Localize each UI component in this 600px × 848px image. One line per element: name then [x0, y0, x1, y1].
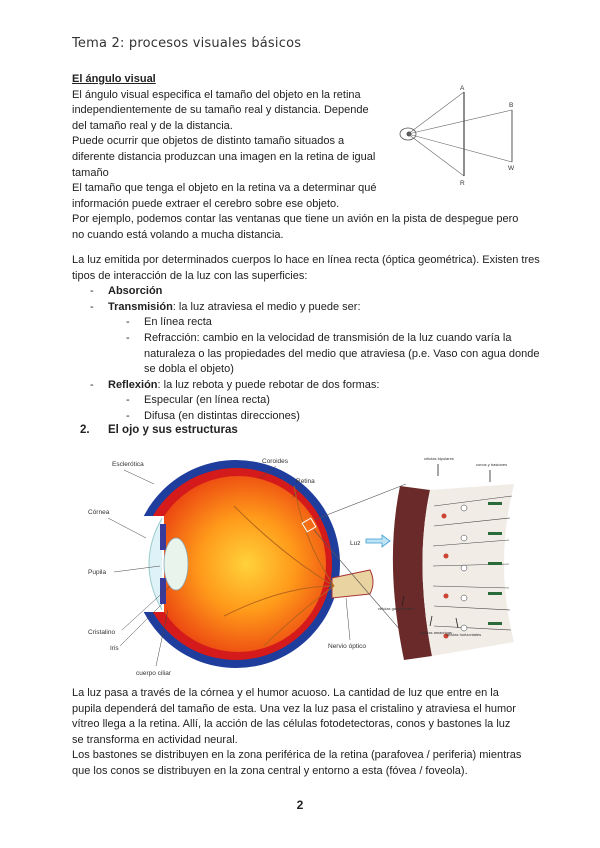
luz-list [72, 284, 542, 424]
list-item [72, 378, 542, 425]
eye-anatomy-figure [84, 446, 518, 678]
label-celulas-horizontales: células horizontales [446, 632, 482, 637]
para-line: La luz pasa a través de la córnea y el humor acuoso. La cantidad de luz que entre en la [72, 687, 499, 699]
luz-intro: La luz emitida por determinados cuerpos lo hace en línea recta (óptica geométrica). Existen tres tipos de interacción de la luz con las superficies: [72, 254, 540, 282]
lens [164, 538, 188, 590]
list-item [72, 284, 542, 300]
section-title: El ojo y sus estructuras [108, 424, 238, 436]
label-celulas-ganglionares: células ganglionares [378, 606, 415, 611]
para-line: se transforma en actividad neural. [72, 733, 238, 746]
label-iris: Iris [110, 645, 119, 652]
figure-label-w: W [508, 165, 515, 172]
label-nervio-optico: Nervio óptico [328, 643, 366, 650]
angulo-title: El ángulo visual [72, 73, 156, 85]
angulo-line: Puede ocurrir que objetos de distinto tamaño situados a [72, 135, 345, 148]
section-number: 2. [80, 424, 90, 436]
angulo-line: del tamaño real y de la distancia. [72, 119, 233, 132]
angulo-line: información puede extraer el cerebro sobre ese objeto. [72, 197, 340, 210]
page-number: 2 [296, 798, 304, 812]
para-line: vítreo llega a la retina. Allí, la acción de las células fotodetectoras, conos y bastones la luz [72, 718, 511, 731]
term-reflexion: Reflexión [108, 378, 158, 391]
sub-list-item: - Difusa (en distintas direcciones) [108, 409, 542, 425]
luz-section [72, 253, 542, 425]
figure-label-b: B [509, 102, 514, 109]
sub-list-item: - Especular (en línea recta) [108, 393, 542, 409]
label-celulas-amacrinas: células amacrinas [420, 630, 453, 635]
label-coroides: Coroides [262, 458, 289, 465]
term-transmision: Transmisión [108, 300, 173, 313]
angulo-line: no cuando está volando a mucha distancia. [72, 228, 284, 241]
sub-list [108, 393, 542, 424]
label-retina: Retina [296, 478, 315, 485]
sub-list-item: - En línea recta [108, 315, 542, 331]
angulo-line: diferente distancia produzcan una imagen en la retina de igual [72, 150, 376, 163]
list-item [72, 300, 542, 378]
angulo-line: El ángulo visual especifica el tamaño del objeto en la retina [72, 88, 361, 101]
label-celulas-bipolares: células bipolares [424, 456, 454, 461]
para-line: Los bastones se distribuyen en la zona periférica de la retina (parafovea / periferia) mientras [72, 749, 522, 762]
light-arrow-icon [366, 535, 390, 547]
sub-list [108, 315, 542, 377]
page-header: Tema 2: procesos visuales básicos [72, 36, 302, 51]
ojo-paragraph [72, 686, 534, 780]
label-cornea: Córnea [88, 509, 110, 516]
section-heading [80, 424, 238, 436]
angulo-line: independientemente de su tamaño real y distancia. Depende [72, 104, 369, 117]
term-absorcion: Absorción [108, 285, 163, 298]
figure-label-r: R [460, 180, 465, 187]
label-cristalino: Cristalino [88, 629, 116, 636]
term-rest: : la luz rebota y puede rebotar de dos formas: [157, 378, 380, 391]
term-rest: : la luz atraviesa el medio y puede ser: [172, 300, 361, 313]
label-esclerotica: Esclerótica [112, 461, 144, 468]
para-line: que los conos se distribuyen en la zona central y entorno a esta (fóvea / foveola). [72, 764, 468, 777]
visual-angle-figure [394, 84, 524, 194]
angulo-line: El tamaño que tenga el objeto en la retina va a determinar qué [72, 182, 377, 195]
label-pupila: Pupila [88, 569, 107, 576]
label-luz: Luz [350, 540, 361, 547]
label-conos-bastones: conos y bastones [476, 462, 508, 467]
angulo-line: Por ejemplo, podemos contar las ventanas que tiene un avión en la pista de despegue pero [72, 213, 519, 226]
para-line: pupila dependerá del tamaño de esta. Una vez la luz pasa el cristalino y atraviesa el humor [72, 702, 516, 715]
iris [160, 524, 166, 550]
angulo-line: tamaño [72, 166, 109, 179]
sub-list-item: - Refracción: cambio en la velocidad de transmisión de la luz cuando varía la naturaleza o las propiedades del medio que atraviesa (p.e. Vaso con agua donde se dobla el objeto) [108, 331, 542, 378]
figure-label-a: A [460, 85, 465, 92]
label-cuerpo-ciliar: cuerpo ciliar [136, 670, 172, 677]
